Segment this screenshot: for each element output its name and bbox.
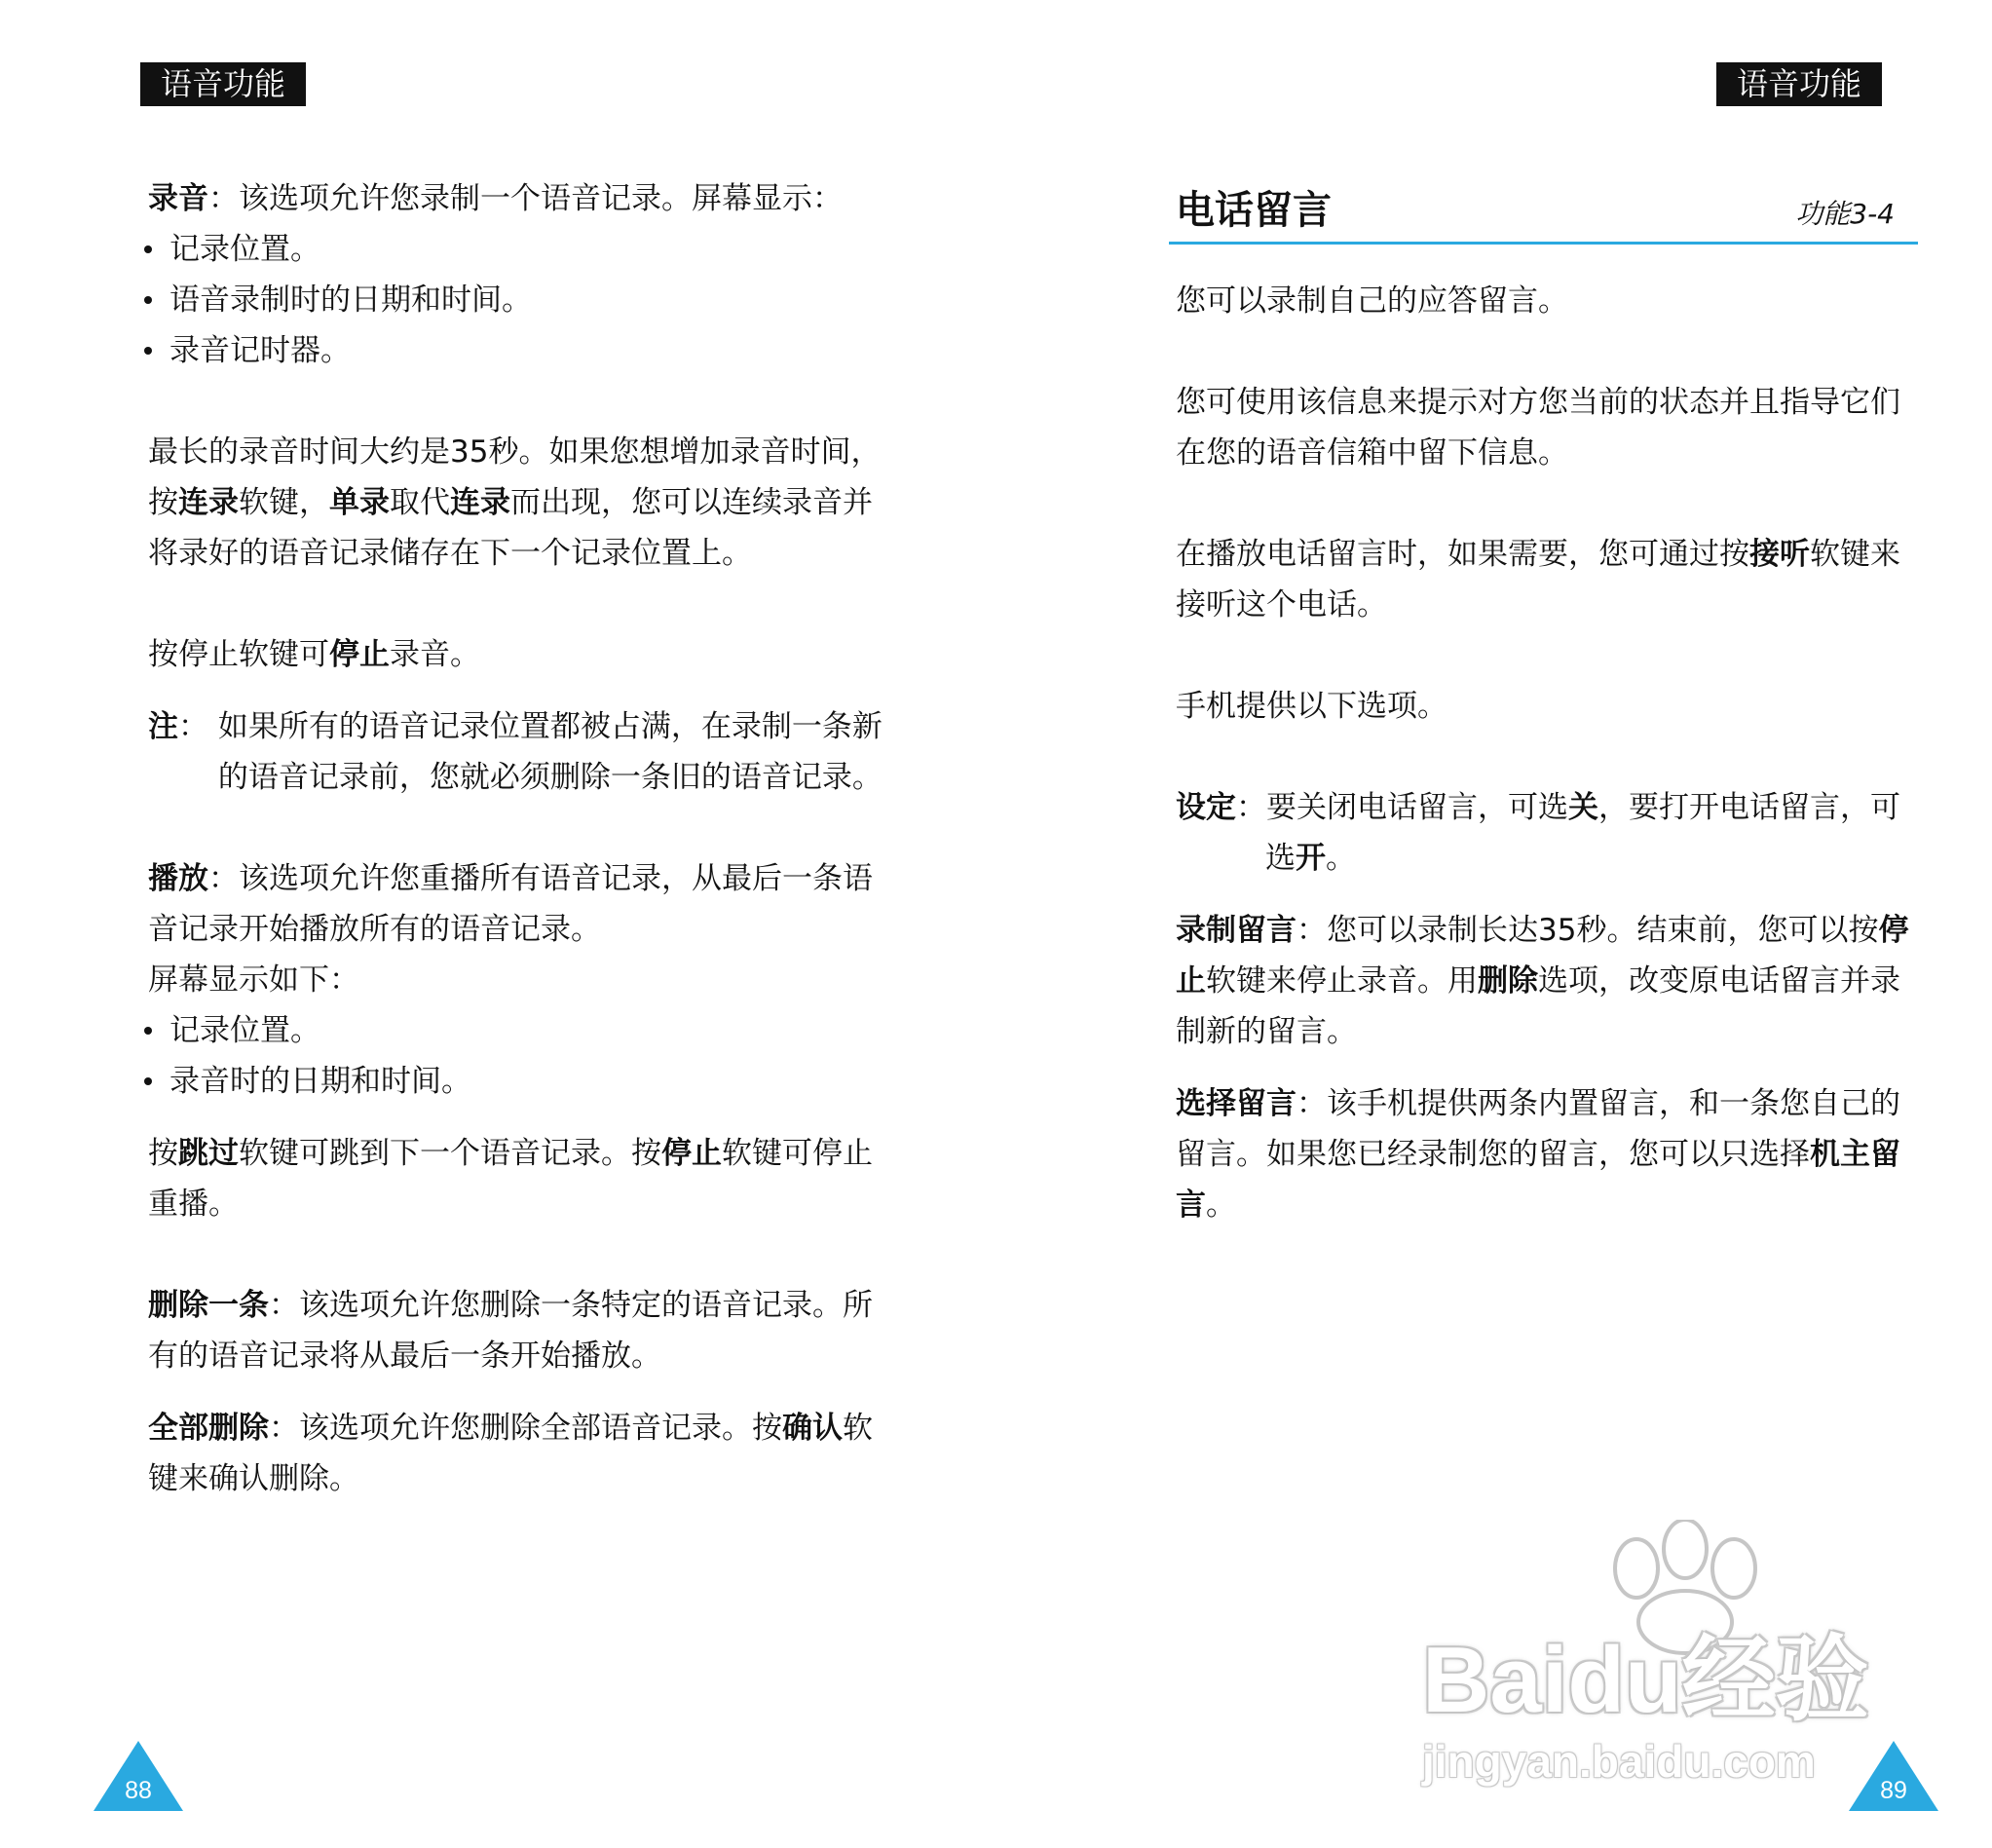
delete-one-label: 删除一条 — [148, 1288, 269, 1323]
record-message-label: 录制留言 — [1176, 913, 1297, 948]
record-message-paragraph: 录制留言：您可以录制长达35秒。结束前，您可以按停止软键来停止录音。用删除选项，改变原电话留言并录制新的留言。 — [1176, 913, 1909, 1049]
set-paragraph: 设定：要关闭电话留言，可选关，要打开电话留言，可选开。 — [1176, 790, 1900, 876]
list-item: 语音录制时的日期和时间。 — [144, 275, 888, 325]
set-label: 设定 — [1176, 790, 1236, 825]
list-item: 记录位置。 — [144, 1005, 888, 1056]
usage-paragraph: 您可使用该信息来提示对方您当前的状态并且指导它们在您的语音信箱中留下信息。 — [1176, 385, 1900, 471]
left-page-content — [148, 173, 888, 1504]
select-message-paragraph: 选择留言：该手机提供两条内置留言，和一条您自己的留言。如果您已经录制您的留言，您可以只选择机主留言。 — [1176, 1086, 1900, 1223]
page-header-tab: 语音功能 — [140, 62, 306, 106]
delete-one-paragraph: 删除一条：该选项允许您删除一条特定的语音记录。所有的语音记录将从最后一条开始播放。 — [148, 1288, 873, 1374]
play-bullet-list — [148, 1005, 888, 1107]
page-number-badge — [94, 1741, 183, 1811]
list-item: 录音时的日期和时间。 — [144, 1056, 888, 1107]
delete-all-label: 全部删除 — [148, 1411, 269, 1446]
play-label: 播放 — [148, 861, 208, 896]
watermark-logo: Baidu经验 — [1422, 1628, 1869, 1732]
answer-paragraph: 在播放电话留言时，如果需要，您可通过按接听软键来接听这个电话。 — [1176, 537, 1900, 622]
section-header — [1169, 173, 1918, 245]
section-title: 电话留言 — [1176, 188, 1332, 233]
stop-paragraph: 按停止软键可停止录音。 — [148, 637, 480, 672]
play-paragraph: 播放：该选项允许您重播所有语音记录，从最后一条语音记录开始播放所有的语音记录。 — [148, 861, 873, 947]
max-time-paragraph: 最长的录音时间大约是35秒。如果您想增加录音时间， 按连录软键，单录取代连录而出现，您可以连续录音并将录好的语音记录储存在下一个记录位置上。 — [148, 434, 882, 571]
select-message-label: 选择留言 — [1176, 1086, 1297, 1121]
record-paragraph: 录音：该选项允许您录制一个语音记录。屏幕显示： — [148, 181, 843, 216]
options-intro: 手机提供以下选项。 — [1176, 689, 1447, 724]
section-reference: 功能3-4 — [1795, 198, 1895, 230]
note-label: 注 — [148, 709, 178, 744]
page-number: 89 — [1880, 1777, 1907, 1804]
right-page-content — [1176, 173, 1911, 1230]
watermark-url: jingyan.baidu.com — [1422, 1736, 1816, 1787]
list-item: 录音记时器。 — [144, 325, 888, 376]
note-text: 如果所有的语音记录位置都被占满，在录制一条新的语音记录前，您就必须删除一条旧的语音记录。 — [217, 709, 883, 795]
delete-all-paragraph: 全部删除：该选项允许您删除全部语音记录。按确认软键来确认删除。 — [148, 1411, 873, 1496]
page-number: 88 — [125, 1777, 152, 1804]
list-item: 记录位置。 — [144, 224, 888, 275]
intro-paragraph: 您可以录制自己的应答留言。 — [1176, 283, 1568, 319]
page-header-tab: 语音功能 — [1716, 62, 1882, 106]
screen-shows-line: 屏幕显示如下： — [148, 962, 359, 998]
skip-paragraph: 按跳过软键可跳到下一个语音记录。按停止软键可停止重播。 — [148, 1136, 873, 1222]
record-bullet-list — [148, 224, 888, 376]
note-block: 注 ： 如果所有的语音记录位置都被占满，在录制一条新的语音记录前，您就必须删除一条旧的语音记录。 — [148, 701, 888, 803]
baidu-watermark — [1403, 1520, 1909, 1812]
record-label: 录音 — [148, 181, 208, 216]
